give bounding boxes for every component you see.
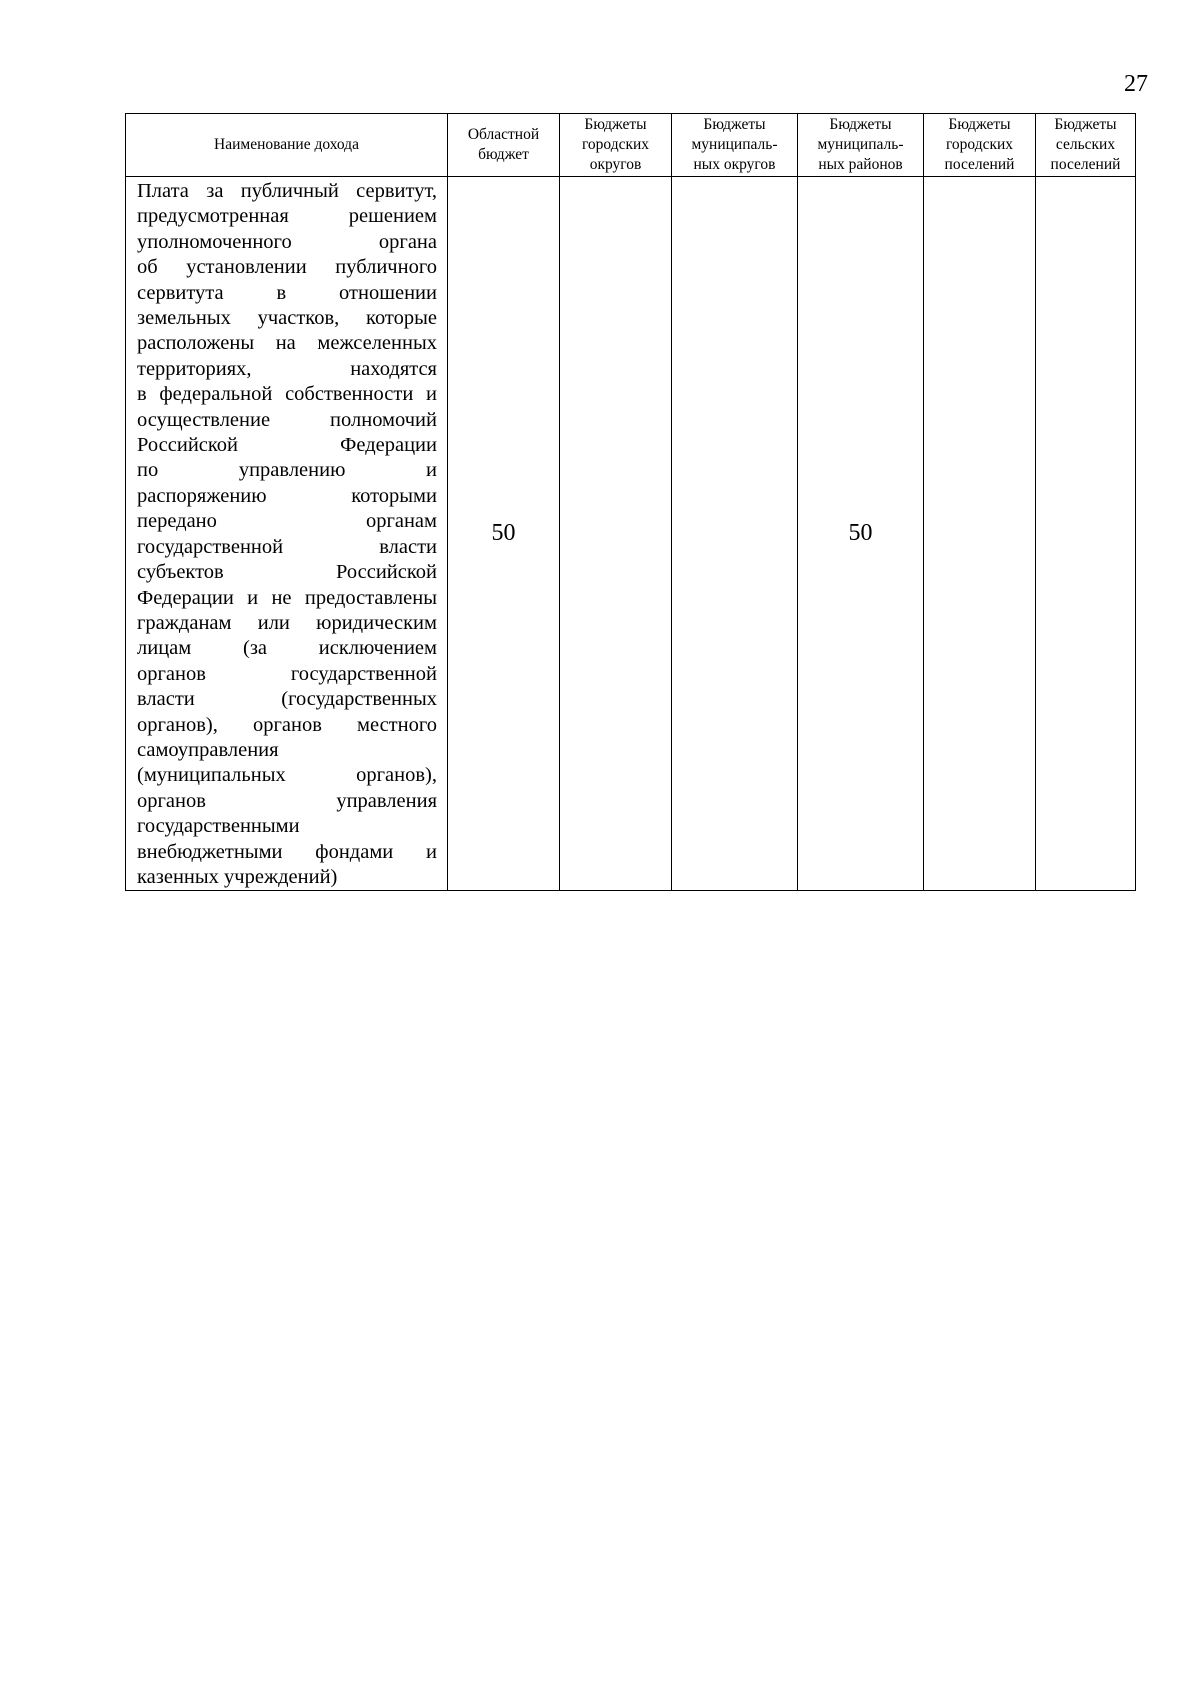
header-rural-settlements: Бюджеты сельских поселений [1036, 114, 1136, 177]
revenue-name-line: внебюджетными фондами и [137, 840, 437, 863]
table-row [126, 177, 1136, 891]
municipal-districts-value [672, 177, 798, 891]
revenue-name-line: по управлению и [137, 459, 437, 482]
city-districts-value [560, 177, 672, 891]
revenue-name-line: осуществление полномочий [137, 408, 437, 431]
rural-settlements-value [1036, 177, 1136, 891]
header-municipal-regions: Бюджеты муниципаль- ных районов [798, 114, 924, 177]
revenue-name-line: гражданам или юридическим [137, 611, 437, 634]
revenue-name-line: самоуправления [137, 738, 279, 761]
revenue-name-line: Федерации и не предоставлены [137, 586, 437, 609]
municipal-regions-value: 50 [798, 177, 924, 891]
revenue-name-line: Плата за публичный сервитут, [137, 180, 437, 202]
urban-settlements-value [924, 177, 1036, 891]
regional-budget-value: 50 [448, 177, 560, 891]
revenue-name-line: распоряжению которыми [137, 484, 437, 507]
revenue-name-line: органов), органов местного [137, 713, 437, 736]
revenue-name-line: расположены на межселенных [137, 332, 437, 355]
revenue-name-line: власти (государственных [137, 688, 437, 711]
revenue-name-line: (муниципальных органов), [137, 764, 437, 787]
header-name: Наименование дохода [126, 114, 448, 177]
header-municipal-districts: Бюджеты муниципаль- ных округов [672, 114, 798, 177]
revenue-name-line: территориях, находятся [137, 357, 437, 380]
revenue-name-line: органов государственной [137, 662, 437, 685]
revenue-name-line: казенных учреждений) [137, 865, 338, 888]
header-regional-budget: Областной бюджет [448, 114, 560, 177]
header-city-districts: Бюджеты городских округов [560, 114, 672, 177]
page-number: 27 [1124, 71, 1148, 97]
table-header-row [126, 114, 1136, 177]
revenue-name-line: государственной власти [137, 535, 437, 558]
revenue-name-cell [126, 177, 448, 891]
revenue-name-line: в федеральной собственности и [137, 383, 437, 406]
revenue-name-line: сервитута в отношении [137, 281, 437, 304]
revenue-name-line: об установлении публичного [137, 256, 437, 279]
header-urban-settlements: Бюджеты городских поселений [924, 114, 1036, 177]
revenue-name-line: лицам (за исключением [137, 637, 437, 660]
revenue-name-line: субъектов Российской [137, 561, 437, 584]
revenue-name-line: государственными [137, 815, 300, 838]
revenue-name-line: земельных участков, которые [137, 307, 437, 330]
revenue-distribution-table [125, 113, 1136, 891]
revenue-name-line: уполномоченного органа [137, 230, 437, 253]
revenue-name-line: Российской Федерации [137, 434, 437, 457]
revenue-name-line: предусмотренная решением [137, 205, 437, 228]
revenue-name-line: органов управления [137, 789, 437, 812]
revenue-name-line: передано органам [137, 510, 437, 533]
